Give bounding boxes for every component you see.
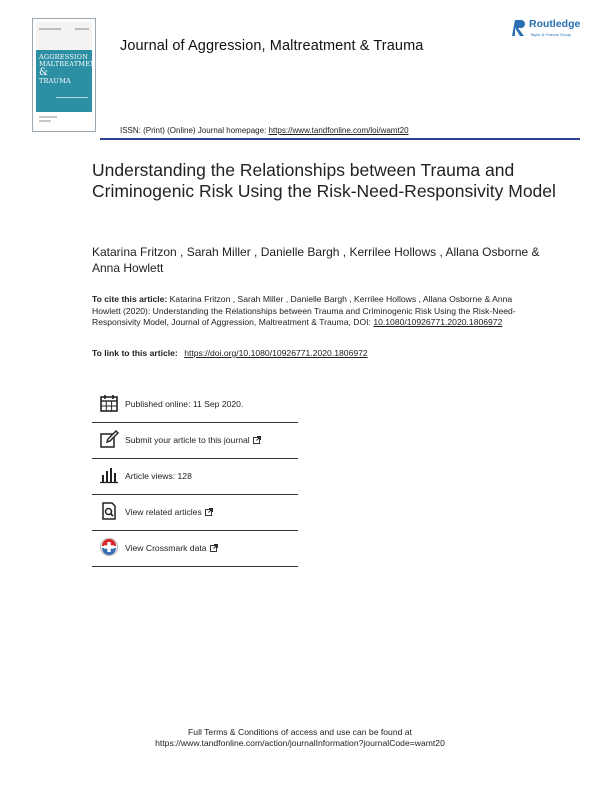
bar-chart-icon <box>99 465 119 485</box>
external-link-icon <box>210 544 218 552</box>
terms-footer <box>0 727 600 749</box>
cover-title-block <box>36 50 101 112</box>
publisher-name: Routledge <box>529 18 581 30</box>
article-views-row <box>92 458 298 495</box>
related-articles-label: View related articles <box>125 507 202 517</box>
crossmark-row[interactable] <box>92 530 298 567</box>
article-authors: Katarina Fritzon , Sarah Miller , Danielle Bargh , Kerrilee Hollows , Allana Osborne & Anna Howlett <box>92 245 540 275</box>
issn-line <box>120 126 409 135</box>
submit-article-row[interactable] <box>92 422 298 459</box>
crossmark-label: View Crossmark data <box>125 543 207 553</box>
crossmark-link[interactable] <box>125 543 218 553</box>
cover-line-1: AGGRESSION <box>39 53 89 61</box>
journal-homepage-link[interactable]: https://www.tandfonline.com/loi/wamt20 <box>268 126 409 135</box>
article-views-count: Article views: 128 <box>125 471 192 481</box>
journal-title: Journal of Aggression, Maltreatment & Trauma <box>120 38 424 54</box>
citation-label: To cite this article: <box>92 294 168 304</box>
external-link-icon <box>205 508 213 516</box>
submit-article-link[interactable] <box>125 435 261 445</box>
submit-article-label: Submit your article to this journal <box>125 435 250 445</box>
cover-bottom-band <box>36 112 92 128</box>
routledge-logo-icon <box>512 18 528 38</box>
cover-line-3: & <box>39 67 48 78</box>
link-label: To link to this article: <box>92 348 181 358</box>
related-articles-link[interactable] <box>125 507 213 517</box>
crossmark-icon <box>99 537 119 557</box>
publisher-logo[interactable] <box>512 16 582 42</box>
cover-top-band <box>36 22 92 50</box>
external-link-icon <box>253 436 261 444</box>
published-date: Published online: 11 Sep 2020. <box>125 399 244 409</box>
related-search-icon <box>99 501 119 521</box>
issn-label: ISSN: (Print) (Online) Journal homepage: <box>120 126 269 135</box>
published-row <box>92 386 298 423</box>
terms-url-link[interactable]: https://www.tandfonline.com/action/journalInformation?journalCode=wamt20 <box>155 738 445 748</box>
citation-text: Katarina Fritzon , Sarah Miller , Danielle Bargh , Kerrilee Hollows , Allana Osborne & Anna Howlett (2020): Understanding the Relationships between Trauma and Criminogenic Risk Using the Risk-Need-Responsivity Model, Journal of Aggression, Maltreatment & Trauma, DOI: <box>92 294 516 327</box>
related-articles-row[interactable] <box>92 494 298 531</box>
publisher-subtitle: Taylor & Francis Group <box>530 32 571 37</box>
citation-doi-link[interactable]: 10.1080/10926771.2020.1806972 <box>373 317 503 327</box>
citation-block <box>92 294 530 329</box>
cover-line-2: MALTREATMENT <box>39 60 101 68</box>
header-divider <box>100 138 580 140</box>
edit-icon <box>99 429 119 449</box>
article-title: Understanding the Relationships between Trauma and Criminogenic Risk Using the Risk-Need-Responsivity Model <box>92 160 556 201</box>
journal-cover-image <box>32 18 101 132</box>
terms-line-1: Full Terms & Conditions of access and use can be found at <box>188 727 412 737</box>
calendar-icon <box>99 393 119 413</box>
cover-line-4: TRAUMA <box>39 77 71 85</box>
article-doi-link[interactable]: https://doi.org/10.1080/10926771.2020.1806972 <box>184 348 368 358</box>
article-link-line <box>92 348 368 358</box>
